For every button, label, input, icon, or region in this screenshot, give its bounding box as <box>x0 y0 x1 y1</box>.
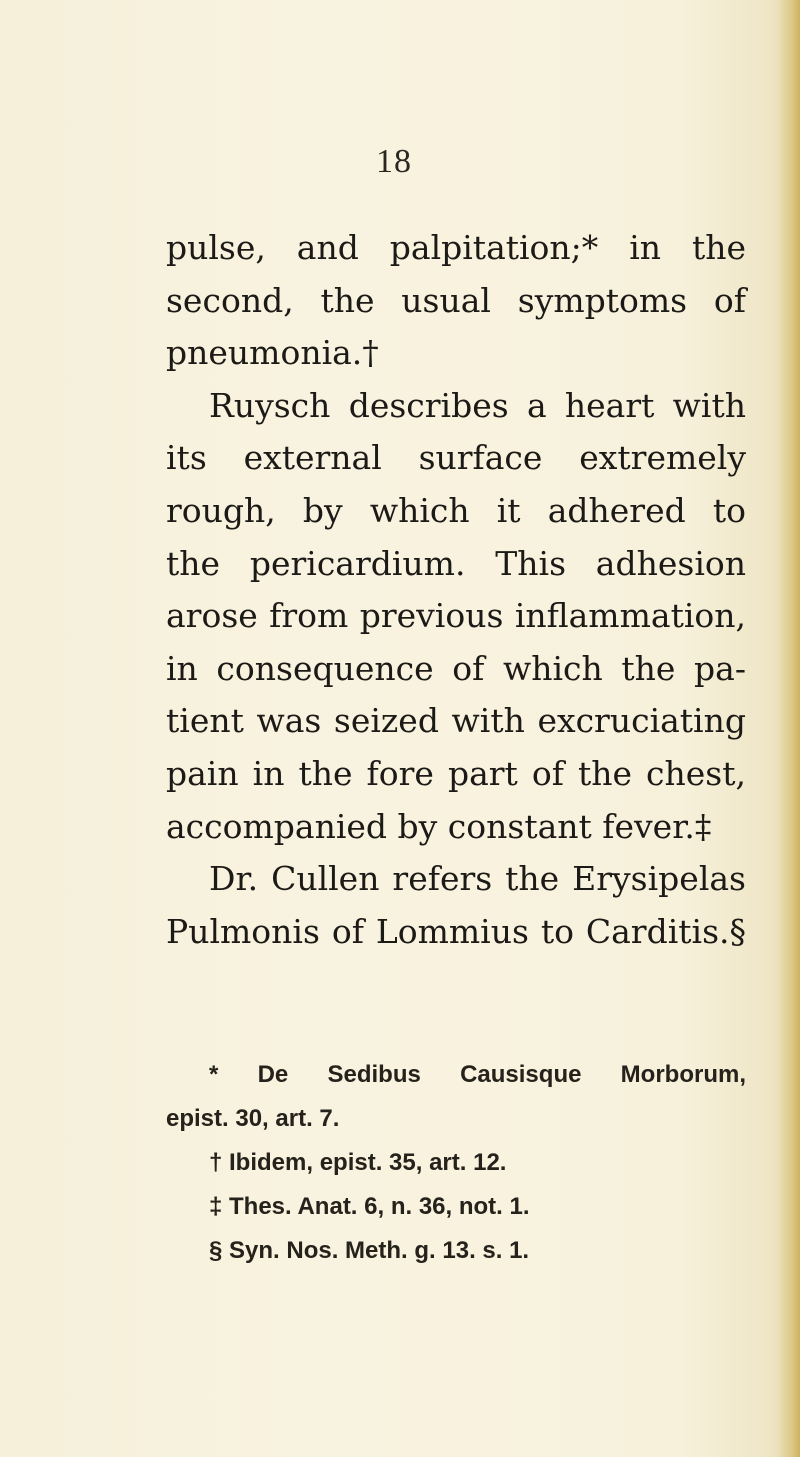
body-line: second, the usual symptoms of <box>166 280 746 320</box>
body-line: arose from previous inflammation, <box>166 596 746 636</box>
page-edge-shading <box>778 0 800 1457</box>
footnote-line: § Syn. Nos. Meth. g. 13. s. 1. <box>209 1237 530 1264</box>
body-line: tient was seized with excruciating <box>166 701 746 741</box>
body-line: Dr. Cullen refers the Erysipelas <box>209 859 746 899</box>
body-line: Ruysch describes a heart with <box>209 385 746 425</box>
body-text <box>166 222 746 958</box>
body-line: the pericardium. This adhesion <box>166 543 746 583</box>
body-line: rough, by which it adhered to <box>166 490 746 530</box>
page-number: 18 <box>376 143 412 180</box>
footnote-line: † Ibidem, epist. 35, art. 12. <box>209 1149 507 1176</box>
body-line: pain in the fore part of the chest, <box>166 753 746 793</box>
footnote-line: * De Sedibus Causisque Morborum, <box>209 1061 746 1088</box>
footnotes <box>166 1053 746 1273</box>
body-line: pulse, and palpitation;* in the <box>166 228 746 267</box>
footnote-line: ‡ Thes. Anat. 6, n. 36, not. 1. <box>209 1193 530 1220</box>
body-line: in consequence of which the pa- <box>166 648 746 688</box>
body-line: its external surface extremely <box>166 438 746 478</box>
body-line: accompanied by constant fever.‡ <box>166 806 712 846</box>
body-line: Pulmonis of Lommius to Carditis.§ <box>166 911 746 951</box>
body-line: pneumonia.† <box>166 333 379 373</box>
footnote-line: epist. 30, art. 7. <box>166 1105 340 1132</box>
